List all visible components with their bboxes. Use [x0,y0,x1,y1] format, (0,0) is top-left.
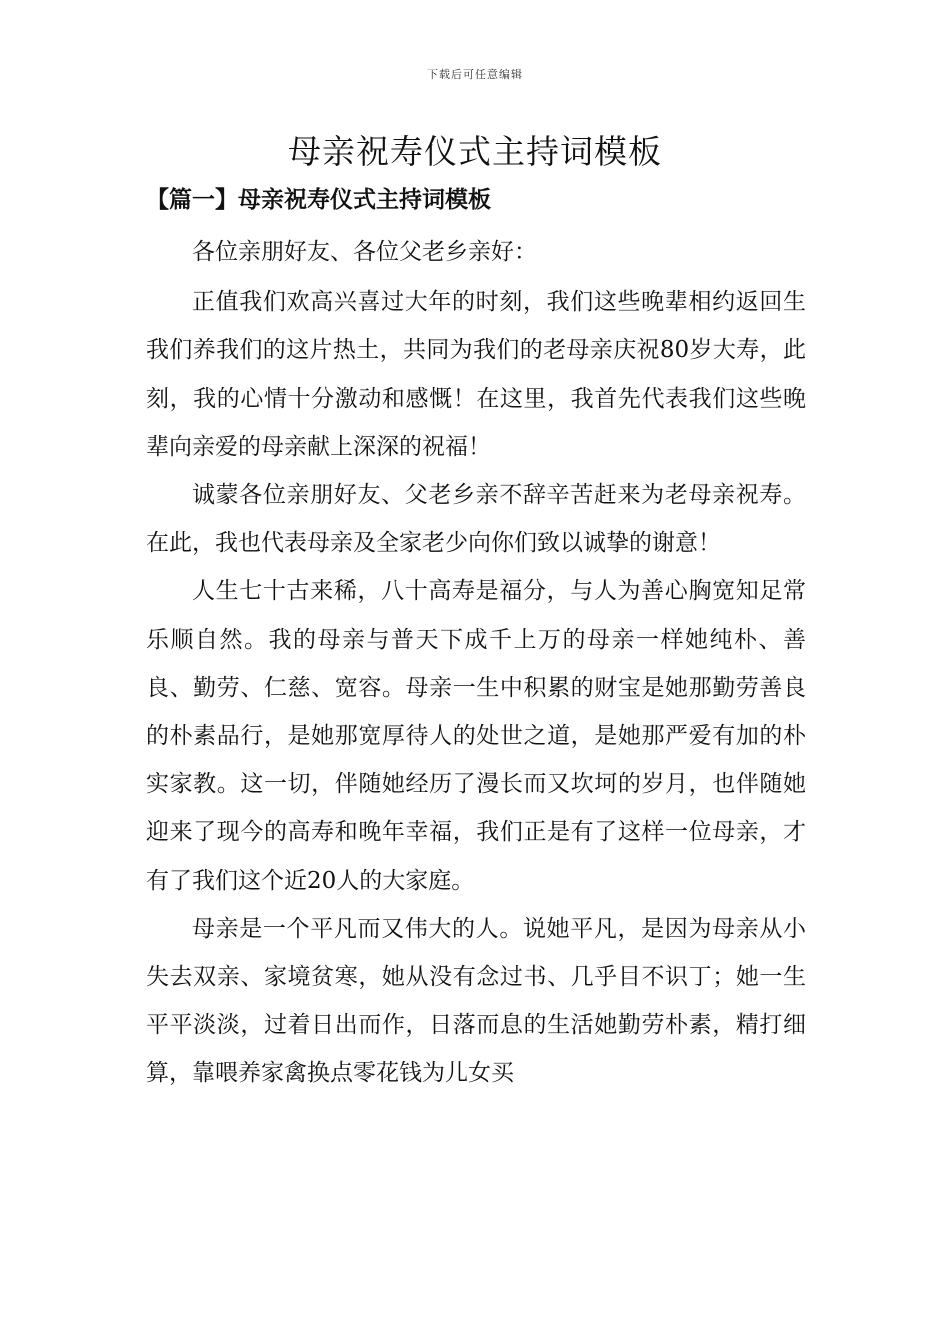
section-heading: 【篇一】母亲祝寿仪式主持词模板 [146,186,491,213]
paragraph: 正值我们欢高兴喜过大年的时刻，我们这些晚辈相约返回生我们养我们的这片热土，共同为我们的老母亲庆祝80岁大寿，此刻，我的心情十分激动和感慨！在这里，我首先代表我们这些晚辈向亲爱的母亲献上深深的祝福！ [146,289,806,460]
paragraph: 母亲是一个平凡而又伟大的人。说她平凡，是因为母亲从小失去双亲、家境贫寒，她从没有念过书、几乎目不识丁；她一生平平淡淡，过着日出而作，日落而息的生活她勤劳朴素，精打细算，靠喂养家禽换点零花钱为儿女买 [146,915,806,1087]
paragraph: 诚蒙各位亲朋好友、父老乡亲不辞辛苦赶来为老母亲祝寿。在此，我也代表母亲及全家老少向你们致以诚挚的谢意！ [146,482,806,557]
document-title: 母亲祝寿仪式主持词模板 [288,132,662,171]
paragraph-greeting: 各位亲朋好友、各位父老乡亲好： [192,239,537,265]
paragraph: 人生七十古来稀，八十高寿是福分，与人为善心胸宽知足常乐顺自然。我的母亲与普天下成千上万的母亲一样她纯朴、善良、勤劳、仁慈、宽容。母亲一生中积累的财宝是她那勤劳善良的朴素品行，是她那宽厚待人的处世之道，是她那严爱有加的朴实家教。这一切，伴随她经历了漫长而又坎坷的岁月，也伴随她迎来了现今的高寿和晚年幸福，我们正是有了这样一位母亲，才有了我们这个近20人的大家庭。 [146,578,806,894]
header-note: 下载后可任意编辑 [427,68,523,81]
document-body [146,228,806,1098]
